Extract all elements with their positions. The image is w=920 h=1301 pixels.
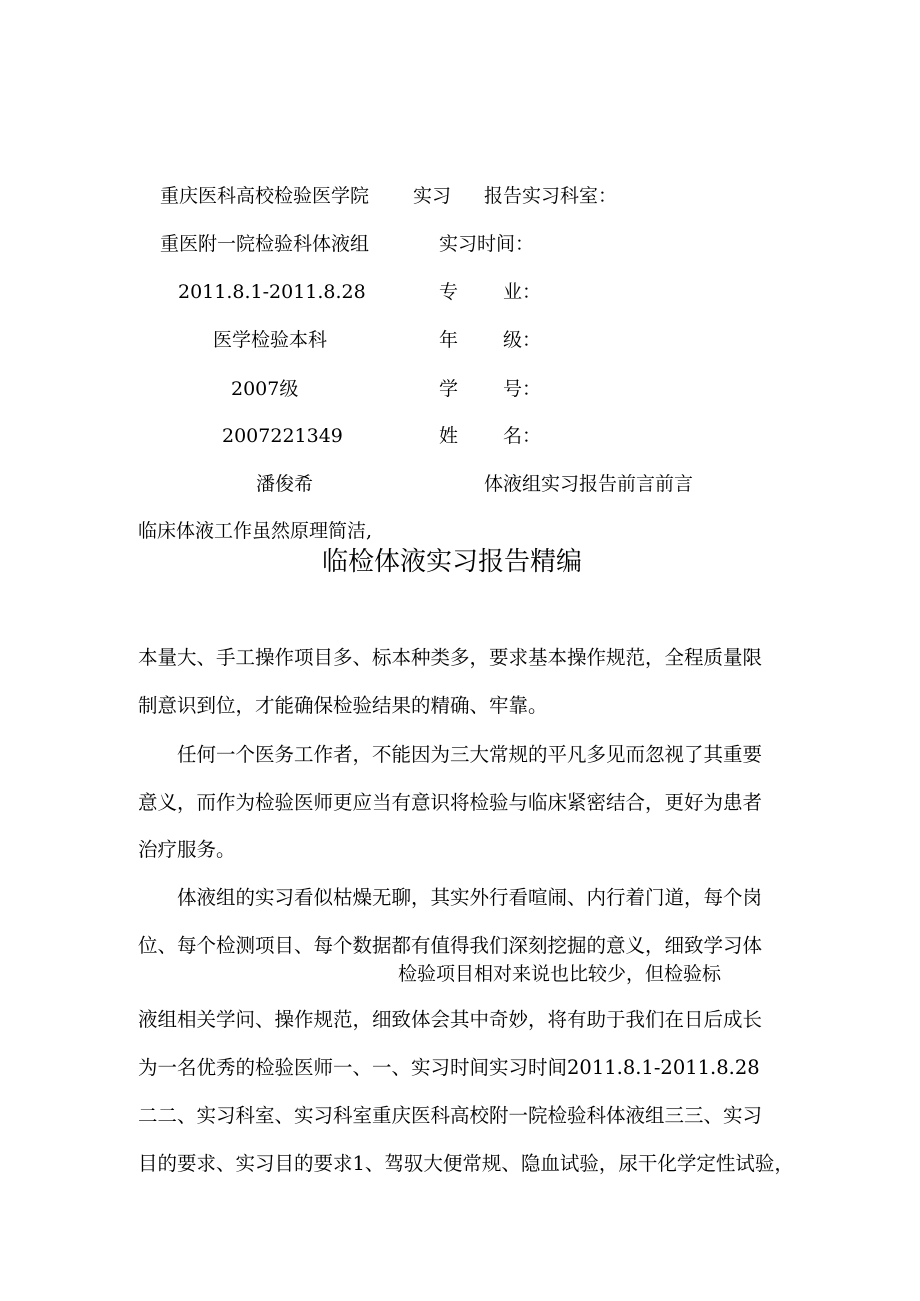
major-label-2: 业：: [503, 281, 542, 303]
paragraph-line: 体液组的实习看似枯燥无聊，其实外行看喧闹、内行着门道，每个岗: [177, 886, 763, 909]
paragraph-line: 位、每个检测项目、每个数据都有值得我们深刻挖掘的意义，细致学习体: [138, 934, 763, 957]
major-label-1: 专: [439, 281, 459, 303]
name-label-1: 姓: [439, 425, 459, 447]
student-id-label-1: 学: [439, 378, 459, 400]
name-label-2: 名：: [503, 425, 542, 447]
page-title: 临检体液实习报告精编: [322, 547, 583, 577]
grade-value: 2007级: [231, 378, 299, 400]
department-value: 重医附一院检验科体液组: [160, 233, 370, 255]
name-value: 潘俊希: [256, 473, 314, 495]
paragraph-line: 二二、实习科室、实习科室重庆医科高校附一院检验科体液组三三、实习: [138, 1104, 763, 1127]
grade-label-2: 级：: [503, 329, 542, 351]
report-word: 实习: [413, 185, 452, 207]
student-id-value: 2007221349: [222, 425, 343, 447]
paragraph-line: 治疗服务。: [138, 838, 236, 861]
paragraph-line: 液组相关学问、操作规范，细致体会其中奇妙，将有助于我们在日后成长: [138, 1008, 763, 1031]
major-value: 医学检验本科: [213, 329, 328, 351]
period-label: 实习时间：: [439, 233, 535, 255]
intro-line: 临床体液工作虽然原理简洁,: [138, 520, 373, 542]
school-name: 重庆医科高校检验医学院: [160, 185, 370, 207]
student-id-label-2: 号：: [503, 378, 542, 400]
paragraph-line: 目的要求、实习目的要求1、驾驭大便常规、隐血试验，尿干化学定性试验，: [138, 1152, 794, 1175]
inset-line: 检验项目相对来说也比较少，但检验标: [398, 963, 722, 985]
paragraph-line: 制意识到位，才能确保检验结果的精确、牢靠。: [138, 694, 548, 717]
period-value: 2011.8.1-2011.8.28: [178, 281, 366, 303]
department-label: 报告实习科室：: [484, 185, 618, 207]
paragraph-line: 意义，而作为检验医师更应当有意识将检验与临床紧密结合，更好为患者: [138, 791, 763, 814]
paragraph-line: 任何一个医务工作者，不能因为三大常规的平凡多见而忽视了其重要: [177, 743, 763, 766]
paragraph-line: 本量大、手工操作项目多、标本种类多，要求基本操作规范，全程质量限: [138, 646, 763, 669]
grade-label-1: 年: [439, 329, 459, 351]
preface-heading: 体液组实习报告前言前言: [484, 473, 694, 495]
paragraph-line: 为一名优秀的检验医师一、一、实习时间实习时间2011.8.1-2011.8.28: [138, 1056, 760, 1079]
